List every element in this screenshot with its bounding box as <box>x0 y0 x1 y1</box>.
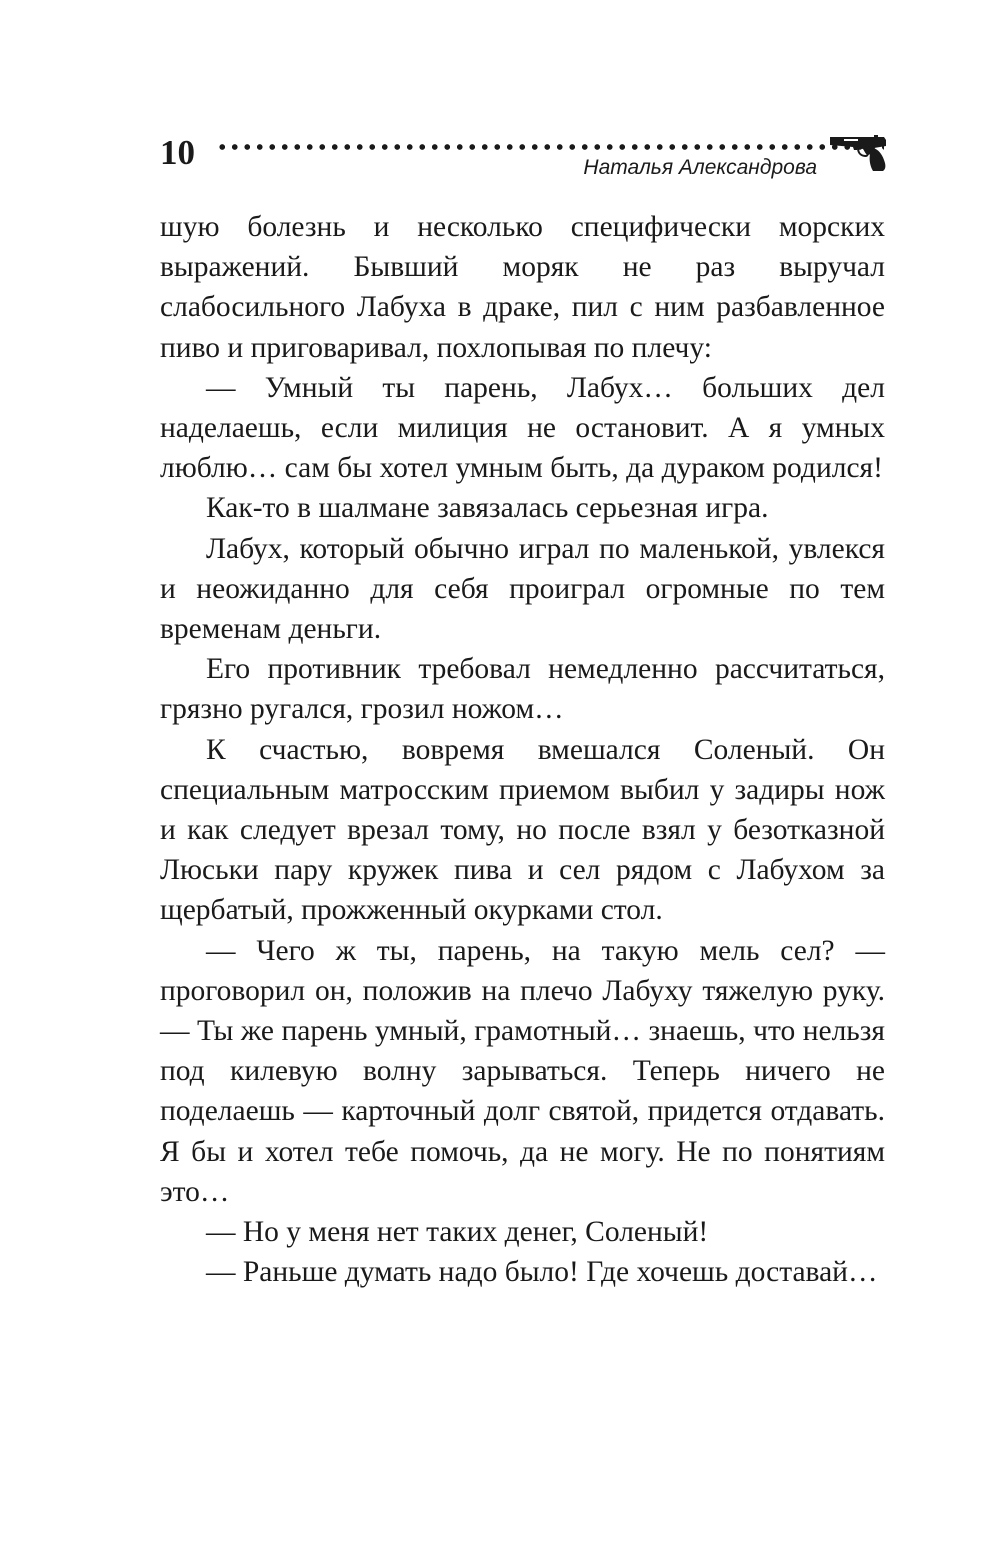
running-header <box>160 128 890 188</box>
paragraph: — Но у меня нет таких денег, Соленый! <box>206 1216 709 1249</box>
paragraph: — Умный ты парень, Лабух… больших дел наделаешь, если милиция не остановит. А я умных люблю… сам бы хотел умным быть, да дураком родился! <box>160 371 885 485</box>
paragraph: Его противник требовал немедленно рассчитаться, грязно ругался, грозил ножом… <box>160 653 885 726</box>
paragraph: К счастью, вовремя вмешался Соленый. Он специальным матросским приемом выбил у задиры нож и как следует врезал тому, но после взял у безотказной Люськи пару кружек пива и сел рядом с Лабухом за щербатый, прожженный окурками стол. <box>160 733 885 927</box>
dotted-rule <box>216 144 884 150</box>
paragraph: — Чего ж ты, парень, на такую мель сел? — проговорил он, положив на плечо Лабуху тяжелую руку. — Ты же парень умный, грамотный… знаешь, что нельзя под килевую волну зарываться. Теперь ничего не поделаешь — карточный долг святой, придется отдавать. Я бы и хотел тебе помочь, да не могу. Не по понятиям это… <box>160 934 885 1208</box>
revolver-icon <box>828 134 890 172</box>
body-text <box>160 207 885 1292</box>
paragraph: Лабух, который обычно играл по маленькой, увлекся и неожиданно для себя проиграл огромные по тем временам деньги. <box>160 532 885 646</box>
author-name: Наталья Александрова <box>583 156 817 179</box>
page-number: 10 <box>160 133 195 172</box>
paragraph: Как-то в шалмане завязалась серьезная игра. <box>206 492 769 525</box>
paragraph: — Раньше думать надо было! Где хочешь доставай… <box>206 1256 878 1289</box>
paragraph: шую болезнь и несколько специфически морских выражений. Бывший моряк не раз выручал слабосильного Лабуха в драке, пил с ним разбавленное пиво и приговаривал, похлопывая по плечу: <box>160 211 885 364</box>
